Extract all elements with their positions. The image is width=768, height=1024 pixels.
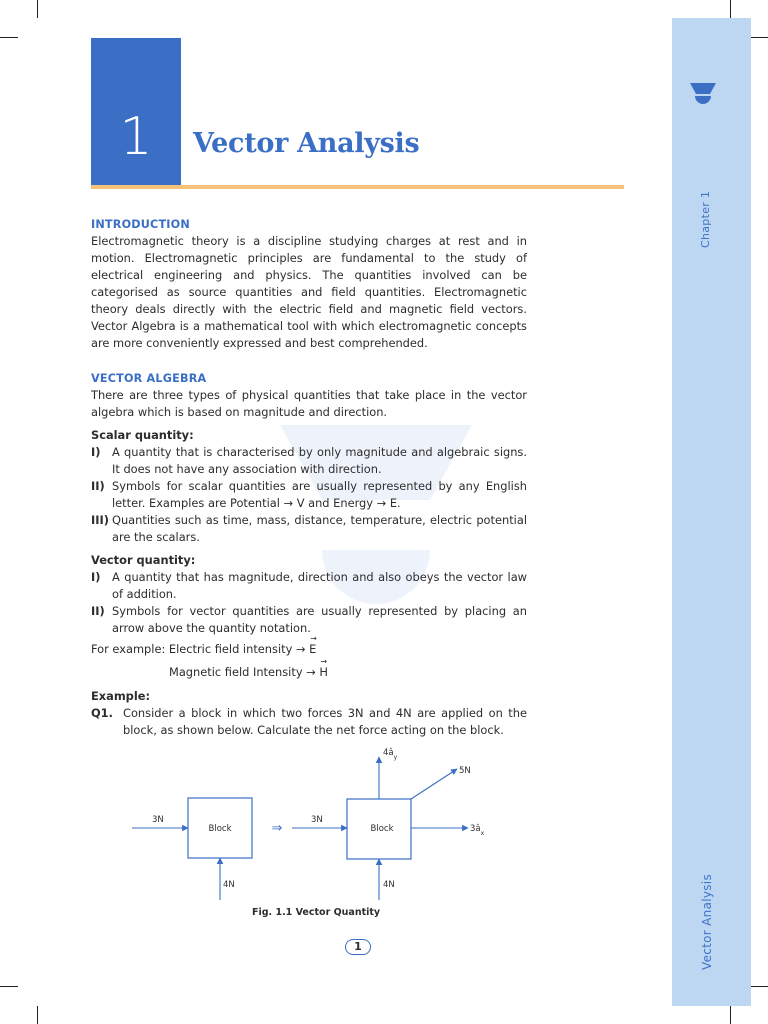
right-force-3n-in-label: 3N	[311, 815, 323, 825]
scalar-item	[91, 512, 527, 546]
force-4ay-sub: y	[393, 754, 398, 761]
page-content	[91, 216, 527, 739]
vector-item	[91, 603, 527, 637]
chapter-number: 1	[119, 107, 153, 167]
vector-symbol-e: → E	[309, 641, 316, 658]
right-force-3ax-label	[470, 824, 485, 837]
question-item	[91, 705, 527, 739]
crop-mark	[0, 986, 18, 987]
intro-heading: INTRODUCTION	[91, 218, 190, 231]
implies-symbol: ⇒	[271, 821, 283, 836]
example-electric-prefix: For example: Electric field intensity →	[91, 642, 310, 656]
item-label: II)	[91, 479, 105, 493]
example-electric-line	[91, 641, 527, 658]
chapter-number-box	[91, 38, 181, 187]
vector-symbol-h: → H	[319, 664, 328, 681]
crop-mark	[0, 37, 18, 38]
question-label: Q1.	[91, 706, 113, 720]
right-force-4ay-label	[383, 748, 398, 761]
force-diagram	[120, 742, 520, 912]
left-force-4n-label: 4N	[223, 880, 235, 890]
item-text: A quantity that is characterised by only magnitude and algebraic signs. It does not have any association with direction.	[112, 445, 527, 476]
item-label: II)	[91, 604, 105, 618]
crop-mark	[37, 1006, 38, 1024]
right-block-label: Block	[370, 824, 394, 834]
example-magnetic-line	[91, 664, 527, 681]
sidebar-title: Vector Analysis	[700, 874, 714, 970]
item-text: Symbols for scalar quantities are usually represented by any English letter. Examples are Potential → V and Energy → E.	[112, 479, 527, 510]
crop-mark	[730, 0, 731, 18]
question-text: Consider a block in which two forces 3N and 4N are applied on the block, as shown below. Calculate the net force acting on the block.	[123, 706, 527, 737]
example-heading: Example:	[91, 689, 151, 703]
item-text: A quantity that has magnitude, direction and also obeys the vector law of addition.	[112, 570, 527, 601]
right-force-4n-in-label: 4N	[383, 880, 395, 890]
sidebar-chapter-label: Chapter 1	[699, 190, 712, 248]
item-text: Symbols for vector quantities are usually represented by placing an arrow above the quantity notation.	[112, 604, 527, 635]
force-3ax-main: 3â	[470, 824, 481, 834]
header-rule	[91, 185, 624, 189]
scalar-item	[91, 444, 527, 478]
vector-algebra-heading: VECTOR ALGEBRA	[91, 372, 207, 385]
left-block-label: Block	[208, 824, 232, 834]
crop-mark	[730, 1006, 731, 1024]
example-magnetic-prefix: Magnetic field Intensity →	[169, 665, 320, 679]
crop-mark	[750, 986, 768, 987]
chapter-title: Vector Analysis	[193, 128, 420, 159]
vector-algebra-paragraph: There are three types of physical quantities that take place in the vector algebra which is based on magnitude and direction.	[91, 388, 527, 419]
scalar-heading: Scalar quantity:	[91, 428, 194, 442]
unacademy-logo-icon	[690, 82, 716, 106]
item-text: Quantities such as time, mass, distance, temperature, electric potential are the scalars.	[112, 513, 527, 544]
intro-paragraph: Electromagnetic theory is a discipline studying charges at rest and in motion. Electromagnetic principles are fundamental to the study of electrical engineering and physics. The quantities involved can be categorised as source quantities and field quantities. Electromagnetic theory deals directly with the electric field and magnetic field vectors. Vector Algebra is a mathematical tool with which electromagnetic concepts are more conveniently expressed and best comprehended.	[91, 234, 527, 350]
page-number: 1	[345, 939, 371, 955]
scalar-item	[91, 478, 527, 512]
left-force-3n-label: 3N	[152, 815, 164, 825]
vector-heading: Vector quantity:	[91, 553, 196, 567]
resultant-5n-arrow	[411, 769, 457, 799]
figure-caption: Fig. 1.1 Vector Quantity	[252, 907, 381, 918]
item-label: III)	[91, 513, 109, 527]
chapter-sidebar	[672, 18, 751, 1006]
crop-mark	[750, 37, 768, 38]
crop-mark	[37, 0, 38, 18]
resultant-5n-label: 5N	[459, 766, 471, 776]
spacer	[91, 352, 527, 370]
vector-item	[91, 569, 527, 603]
force-4ay-main: 4â	[383, 748, 394, 758]
force-3ax-sub: x	[480, 830, 485, 837]
item-label: I)	[91, 570, 101, 584]
item-label: I)	[91, 445, 101, 459]
